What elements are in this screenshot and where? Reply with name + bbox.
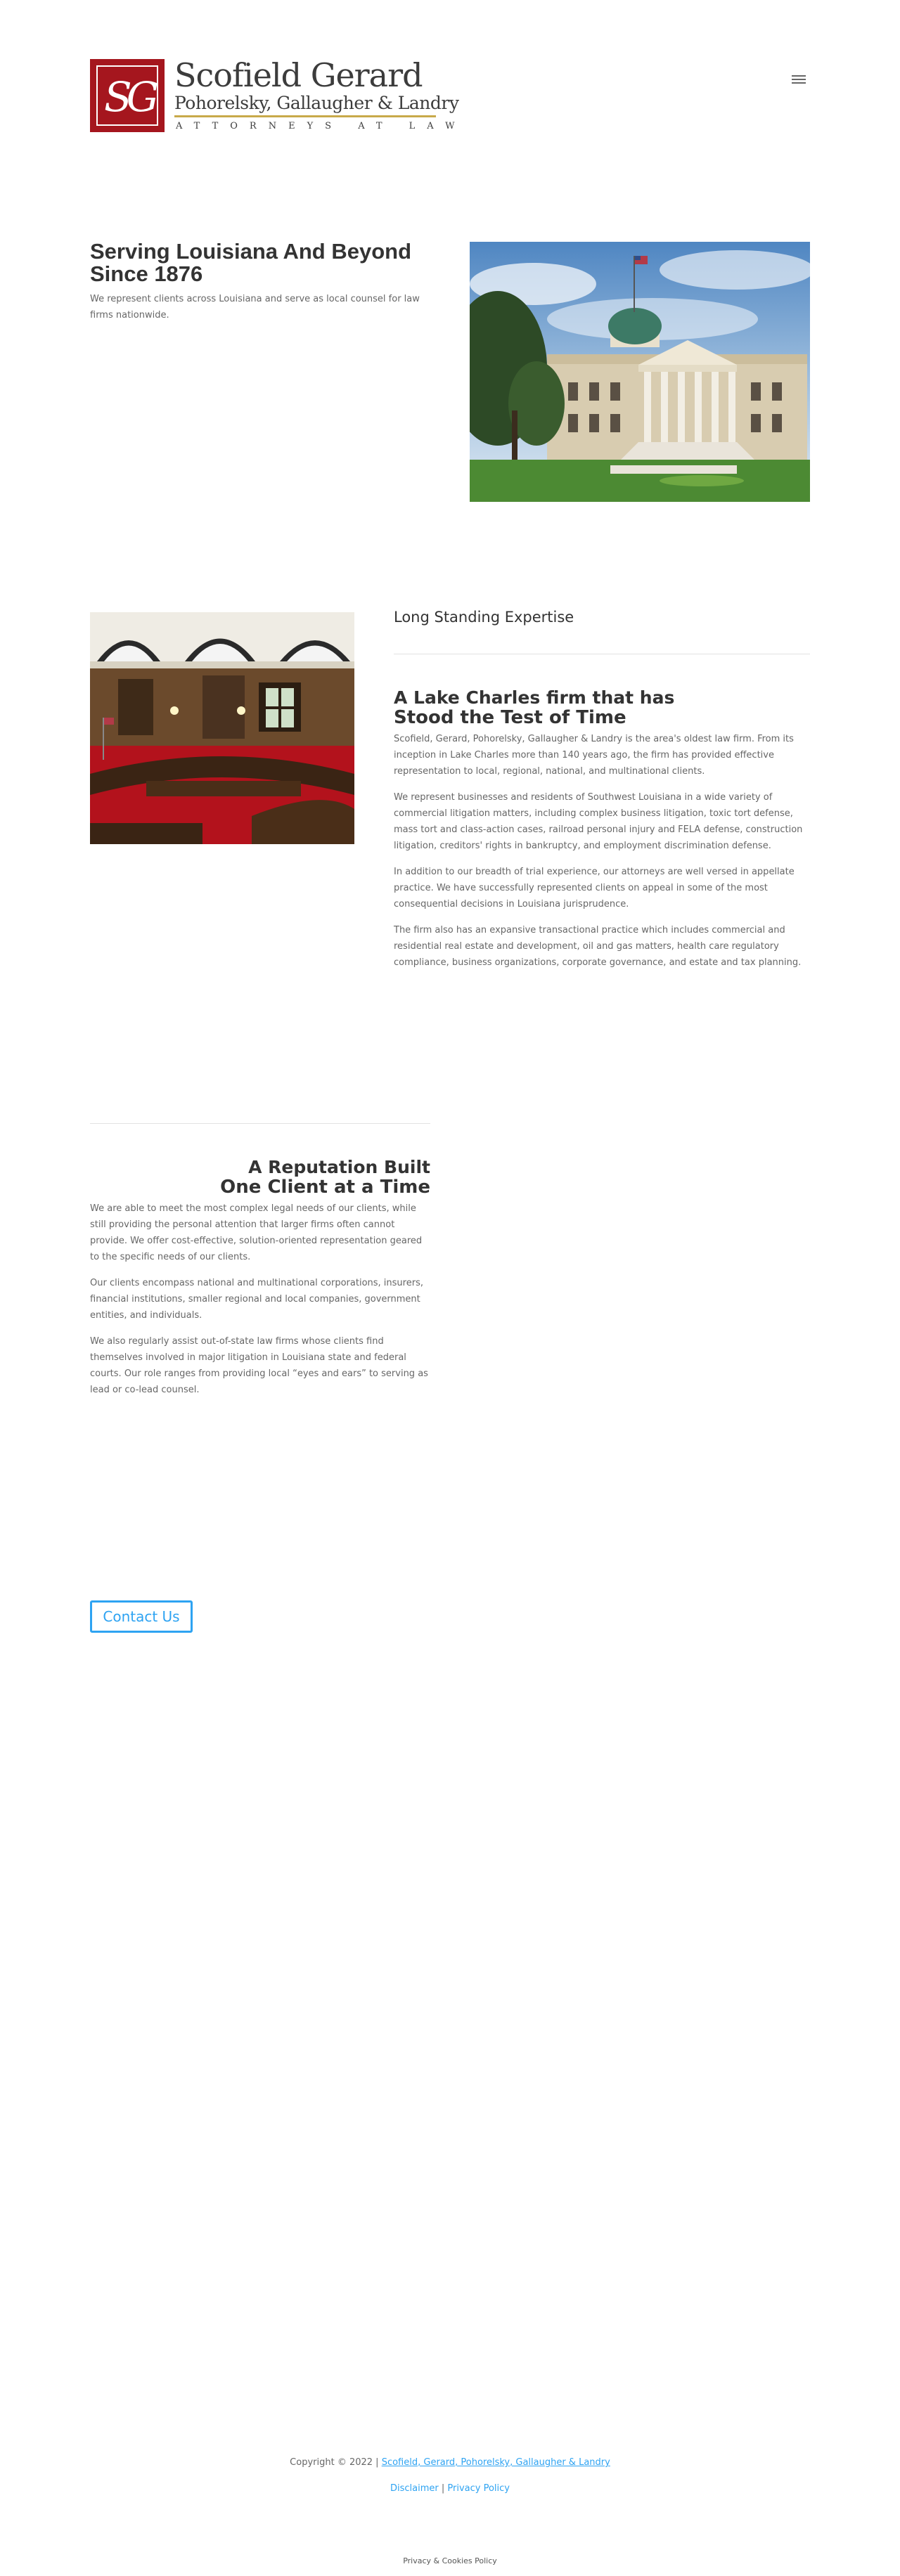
expertise-paragraph: Scofield, Gerard, Pohorelsky, Gallaugher & Landry is the area's oldest law firm. From its inception in Lake Charles more than 140 years ago, the firm has provided effective representation to local, regional, national, and multinational clients. <box>394 734 794 777</box>
expertise-paragraph: The firm also has an expansive transactional practice which includes commercial and residential real estate and development, oil and gas matters, health care regulatory compliance, business organizations, corporate governance, and estate and tax planning. <box>394 925 802 968</box>
site-logo[interactable] <box>90 56 467 135</box>
copyright-text: Copyright © 2022 | <box>290 2457 379 2468</box>
hero-text: We represent clients across Louisiana and serve as local counsel for law firms nationwide. <box>90 294 420 321</box>
hero-title: Serving Louisiana And Beyond Since 1876 <box>90 239 412 286</box>
reputation-heading-light: A Reputation Built <box>248 1157 430 1177</box>
footer-copyright <box>0 2457 900 2468</box>
cookies-policy-link[interactable]: Privacy & Cookies Policy <box>403 2556 497 2565</box>
expertise-heading-light: A Lake Charles firm that has <box>394 687 675 708</box>
logo-rule <box>174 115 436 117</box>
expertise-paragraph: In addition to our breadth of trial experience, our attorneys are well versed in appellate practice. We have successfully represented clients on appeal in some of the most consequential decisions in Louisiana jurisprudence. <box>394 867 795 910</box>
privacy-policy-link[interactable]: Privacy Policy <box>447 2483 510 2494</box>
hamburger-menu-icon[interactable] <box>792 73 807 87</box>
footer-separator: | <box>441 2483 445 2494</box>
reputation-divider <box>90 1123 430 1124</box>
reputation-heading-bold: One Client at a Time <box>220 1177 430 1198</box>
reputation-paragraph: We are able to meet the most complex legal needs of our clients, while still providing the personal attention that larger firms often cannot provide. We offer cost-effective, solution-oriented representation geared to the specific needs of our clients. <box>90 1203 423 1262</box>
disclaimer-link[interactable]: Disclaimer <box>390 2483 439 2494</box>
expertise-paragraph: We represent businesses and residents of Southwest Louisiana in a wide variety of commercial litigation matters, including complex business litigation, toxic tort defense, mass tort and class-action cases, railroad personal injury and FELA defense, construction litigation, creditors' rights in bankruptcy, and employment discrimination defense. <box>394 792 803 851</box>
firm-link[interactable]: Scofield, Gerard, Pohorelsky, Gallaugher & Landry <box>381 2457 610 2468</box>
logo-monogram-text: SG <box>103 73 154 121</box>
expertise-eyebrow: Long Standing Expertise <box>394 609 574 626</box>
logo-subtitle: Pohorelsky, Gallaugher & Landry <box>174 93 459 113</box>
expertise-heading-bold: Stood the Test of Time <box>394 707 626 728</box>
site-header <box>0 0 900 169</box>
courthouse-image <box>470 242 810 502</box>
reputation-paragraph: Our clients encompass national and multinational corporations, insurers, financial institutions, smaller regional and local companies, government entities, and individuals. <box>90 1278 423 1321</box>
contact-us-button[interactable]: Contact Us <box>90 1600 193 1633</box>
reputation-paragraph: We also regularly assist out-of-state law firms whose clients find themselves involved in major litigation in Louisiana state and federal courts. Our role ranges from providing local “eyes and ears” to serving as lead or co-lead counsel. <box>90 1336 428 1395</box>
expertise-body <box>394 731 810 980</box>
reputation-body <box>90 1200 430 1408</box>
footer-legal-links <box>0 2483 900 2494</box>
courtroom-image <box>90 612 354 844</box>
logo-tagline: ATTORNEYS AT LAW <box>176 121 467 131</box>
logo-monogram <box>90 59 165 132</box>
logo-title: Scofield Gerard <box>174 56 423 94</box>
